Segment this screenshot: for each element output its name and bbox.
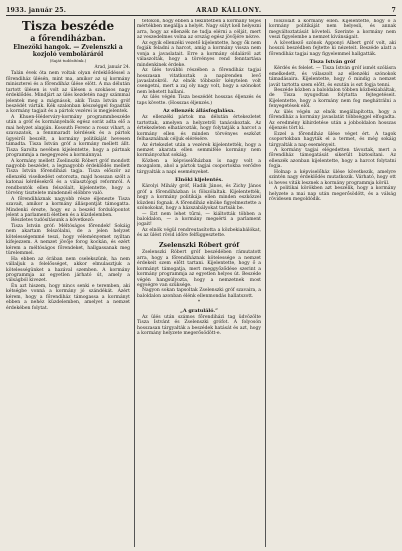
article-subtitle: a főrendiházban. — [30, 33, 106, 43]
paragraph: tetőkön, hogy ebben a tekintetben a kormány teljes mértékben megállja a helyét. Nagy súlyt kell helyezni arra, hogy az ellenzék ne tudja elérni a célját, mert az veszedelmes volna az ország egész jövőjére nézve. — [137, 19, 261, 41]
paragraph: Az ülés végén Tisza beszédét hosszas éljenzés és taps követte. (Hosszas éljenzés.) — [137, 95, 261, 106]
paragraph: Az egyik ellenzéki vezető kijelentette, hogy ők nem fogják feladni a harcot, amíg a kormány vissza nem vonja a javaslatait. Erre a kormány oldaláról azt válaszolták, hogy a törvényes rend fenntartása mindenkinek érdeke. — [137, 40, 261, 68]
paragraph: A kormány mellett Zselinszki Róbert gróf mondott nagyobb beszédet, a legnagyobb érdeklődés mellett Tisza István főrendiházi tagja. Tisza először az ellenzéki viselkedést ostorozta, majd hosszan szólt a katonai kérdésekről és a választójogi reformról. A rendbontók ellen felszólalt, kijelentette, hogy a törvény tisztelete mindennél elöbbre való. — [6, 158, 130, 197]
paragraph: Az értekezlet után a vezérek kijelentették, hogy a nemzet akarata ellen semmiféle kormány nem kormányozhat sokáig. — [137, 142, 261, 159]
byline: (Saját tudósítónk.) — [49, 58, 87, 63]
paragraph: — Ezt nem lehet tűrni, — kiáltották többen a baloldalon, — a kormány megsérti a parlament jogait! — [137, 211, 261, 228]
section-heading: Az ellenzék állásfoglalása. — [162, 108, 236, 115]
paragraph: Az ülés után számos főrendiházi tag üdvözölte Tisza Istvánt és Zselenszki grófot. A folyosón hosszasan tárgyalták a beszédek hatását és azt, hogy a kormány helyzete megerősödött-e. — [137, 314, 261, 337]
paragraph: A következő szónok Apponyi Albert gróf volt, aki hosszú beszédben fejtette ki nézeteit. Beszéde alatt a főrendiház tagjai nagy figyelemmel hallgatták. — [269, 40, 396, 57]
article-title: Tisza beszéde — [21, 19, 115, 33]
section-heading: Elnöki kijelentés. — [175, 177, 223, 184]
paragraph: A kormány tagjai elégedetten távoztak, mert a főrendiház támogatását sikerült biztosítani. Az ellenzék azonban kijelentette, hogy a harcot folytatni fogja. — [269, 147, 396, 170]
paragraph: Én azt hiszem, hogy nincs senki e teremben, aki kétségbe vonná a kormány jó szándékát. Azért kérem, hogy a főrendiház támogassa a kormányt ebben a nehéz küzdelemben, amelyet a nemzet érdekében folytat. — [6, 283, 130, 311]
paragraph: Nagyon sokan tapsoltak Zselenszki gróf szavaira, a baloldalon azonban élénk ellenmondás hallatszott. — [137, 288, 261, 299]
column-rule — [134, 19, 135, 547]
masthead — [6, 4, 396, 16]
column-1 — [6, 19, 130, 547]
section-heading: „A gratuláló.” — [180, 307, 218, 314]
masthead-date: 1933. január 25. — [6, 7, 67, 14]
paragraph: Az ülés további részében a főrendiház tagjai hosszasan vitatkoztak a napirenden levő javaslatokról. Az elnök többször kénytelen volt csengetni, mert a zaj oly nagy volt, hogy a szónokot nem lehetett hallani. — [137, 68, 261, 95]
column-rule — [265, 19, 266, 547]
paragraph: Károlyi Mihály gróf, Hadik János, és Zichy János gróf a főrendiházban is fölszólaltak. Kijelentették, hogy a kormány politikája ellen minden eszközzel küzdeni fognak. A főrendiház elnöke figyelmeztette a szónokokat, hogy a házszabályokat tartsák be. — [137, 184, 261, 212]
paragraph: Ha ebben az órában nem cselekszünk, ha nem vállaljuk a felelősséget, akkor elmulasztjuk a kötelességünket a hazával szemben. A kormány programmja az egyetlen járható út, amely a válságból kivezet. — [6, 256, 130, 284]
paragraph: Részletes tudósításunk a következő: — [11, 218, 95, 224]
paragraph: Holnap a képviselőház ülése következik, amelyre szintén nagy érdeklődés mutatkozik. Várható, hogy ott is heves viták lesznek a kormány programmja körül. — [269, 169, 396, 186]
section-heading: Zselenszki Róbert gróf — [158, 241, 240, 249]
paragraph: Zselenszki Róbert gróf beszédében rámutatott arra, hogy a főrendiháznak kötelessége a nemzet érdekeit szem előtt tartani. Kijelentette, hogy ő a kormányt támogatja, mert meggyőződése szerint a kormány programmja az egyetlen helyes út. Beszéde végén hangsúlyozta, hogy a nemzetnek most egységre van szüksége. — [137, 250, 261, 288]
paragraph: A Khuen-Héderváry-kormány programmbeszéde után a gróf és kormányelnök egész sorát adta elő a mai helyzet alapján. Kossuth Ferenc a rossz vihart, a szavazatok, a fennmaradt kérdések és a pártok ügyeiről beszélt, a kormány politikáját hevesen támadta. Tisza István gróf a kormány mellett állt. Tisza Sarolta nevében kijelentette, hogy a pártnak programmja a megegyezés a kormánnyal. — [6, 114, 130, 159]
paragraph: A főrendiháznak nagyobb része éljenezte Tisza szavait, amikor a kormány álláspontját támogatta. Mindenki érezte, hogy ez a beszéd fordulópontot jelent a parlamenti életben és a küzdelemben. — [6, 196, 130, 219]
section-heading: Tisza István gróf — [309, 59, 356, 66]
paragraph: Közben a képviselőházban is nagy volt a mozgalom, ahol a pártok tagjai csoportokba verődve tárgyalták a napi eseményeket. — [137, 158, 261, 175]
article-subheading: Elnezöki hangok. — Zvelenszki a kozjoló vemboláráról — [13, 44, 123, 58]
separator-star: * — [197, 300, 201, 306]
masthead-title: ARAD KÁLLONY. — [196, 7, 262, 14]
column-3 — [269, 19, 396, 547]
paragraph: Az elnök végül rendreutasította a közbekiabálókat, és az ülést rövid időre felfüggesztette. — [137, 227, 261, 239]
paragraph: Beszéde közben a baloldalon többen közbekiabáltak, de Tisza nyugodtan folytatta fejtegetéseit. Kijelentette, hogy a kormány nem fog meghátrálni a fenyegetések elől. — [269, 87, 396, 110]
page-number: 7 — [391, 7, 396, 14]
paragraph: Ezzel a főrendiház ülése véget ért. A tagok csoportokban hagyták el a termet, és még sokáig tárgyalták a nap eseményeit. — [269, 131, 396, 148]
newspaper-page — [6, 4, 396, 547]
paragraph: Kérdés és felelet. — Tisza István gróf ismét szólásra emelkedett, és válaszolt az ellenzéki szónokok támadásaira. Kijelentette, hogy ő mindig a nemzet javát tartotta szem előtt, és ezután is ezt fogja tenni. — [269, 66, 396, 88]
dateline: Arad, január 24. — [94, 64, 130, 70]
paragraph: Az ülés végén az elnök megállapította, hogy a főrendiház a kormány javaslatát többséggel elfogadta. Az eredmény kihirdetése után a jobboldalon hosszas éljenzés tört ki. — [269, 109, 396, 132]
column-2 — [137, 19, 261, 547]
paragraph: fölszólalt a kormány ellen. Kijelentette, hogy ő a kormány politikáját nem helyesli, és annak megváltoztatását követeli. Szerinte a kormány nem veszi figyelembe a nemzet kívánságait. — [269, 19, 396, 41]
paragraph: A politikai körökben azt beszélik, hogy a kormány helyzete a mai nap után megerősödött, és a válság rövidesen megoldódik. — [269, 186, 396, 203]
paragraph: Tisza István gróf: Méltóságos főrendek! Sokáig nem akartam felszólalni, de a jelen helyzet kötelességemmé teszi, hogy véleményemet nyíltan kifejezzem. A nemzet jövője forog kockán, és ezért kérem a méltóságos főrendeket, hallgassanak meg türelemmel. — [6, 223, 130, 257]
paragraph: Az ellenzéki pártok ma délután értekezletet tartottak, amelyen a helyzetről tanácskoztak. Az értekezleten elhatározták, hogy folytatják a harcot a kormány ellen és minden törvényes eszközt felhasználnak céljuk elérésére. — [137, 115, 261, 143]
paragraph: Talán évek óta nem voltak olyan érdeklődéssel a főrendiház ülésén, mint ma, amikor az uj kormány miniszterei és a főrendiház ülése elött. A ma délután tartott ülésen is volt az ülésen a szokásos nagy érdeklődés. Mindjárt az ülés kezdetén nagy számmal jelentek meg a mágnások, akik Tisza István gróf beszédét várták. Kék szalonban készséggel fogadták a kormány tagjait és a pártok vezérei is megjelentek. — [6, 71, 130, 115]
